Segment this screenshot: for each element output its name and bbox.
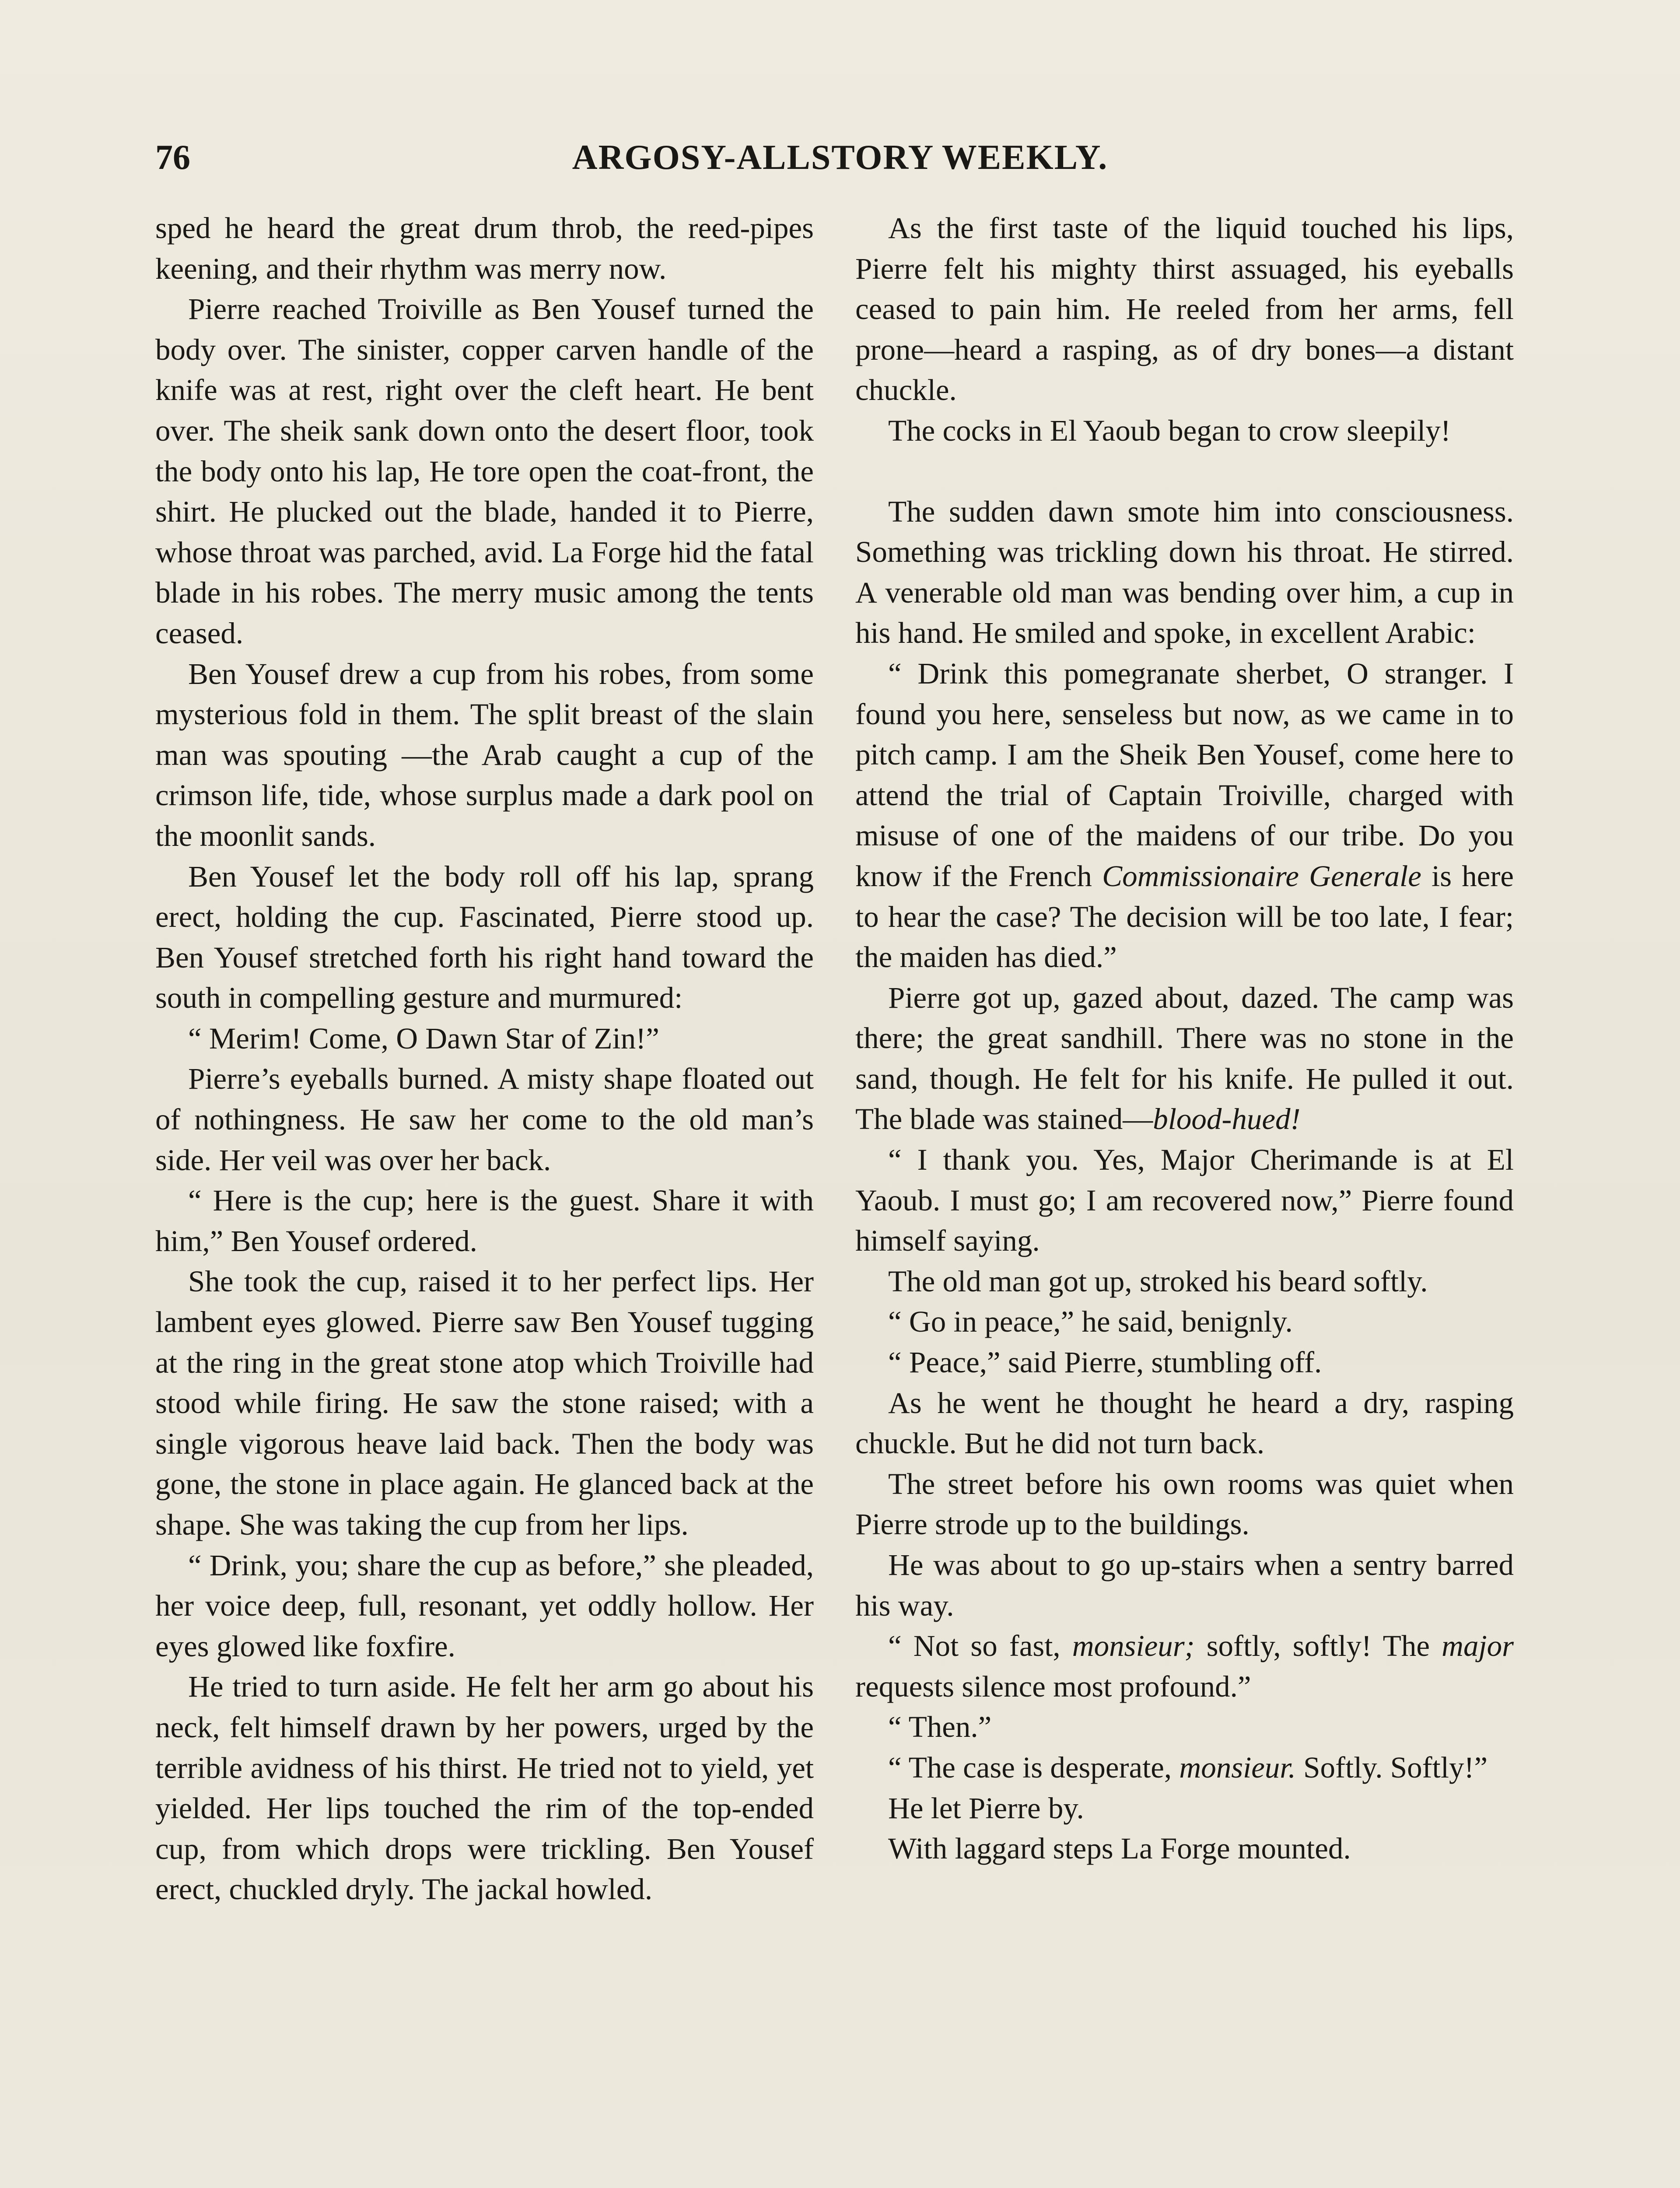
paragraph (855, 978, 1514, 1140)
italic-text: monsieur. (1179, 1750, 1296, 1784)
paragraph-text: softly, softly! The (1194, 1629, 1442, 1663)
paragraph: “ Then.” (888, 1710, 992, 1744)
paragraph: She took the cup, raised it to her perfect lips. Her lambent eyes glowed. Pierre saw Ben Yousef tugging at the ring in the great stone atop which Troiville had stood while firing. He saw the stone raised; with a single vigorous heave laid back. Then the body was gone, the stone in place again. He glanced back at the shape. She was taking the cup from her lips. (155, 1265, 814, 1541)
paragraph: The street before his own rooms was quiet when Pierre strode up to the buildings. (855, 1467, 1514, 1541)
paragraph: With laggard steps La Forge mounted. (888, 1832, 1351, 1865)
italic-text: Commissionaire Generale (1102, 859, 1421, 893)
paragraph: As the first taste of the liquid touched his lips, Pierre felt his mighty thirst assuaged, his eyeballs ceased to pain him. He reeled from her arms, fell prone—heard a rasping, as of dry bones—a distant chuckle. (855, 211, 1514, 407)
paragraph-text: “ Drink this pomegranate sherbet, O stranger. I found you here, senseless but now, as we came in to pitch camp. I am the Sheik Ben Yousef, come here to attend the trial of Captain Troiville, charged with misuse of one of the maidens of our tribe. Do you know if the French (855, 656, 1514, 893)
paragraph: The cocks in El Yaoub began to crow sleepily! (888, 414, 1451, 447)
paragraph: The sudden dawn smote him into consciousness. Something was trickling down his throat. He stirred. A venerable old man was bending over him, a cup in his hand. He smiled and spoke, in excellent Arabic: (855, 494, 1514, 650)
paragraph-text: requests silence most profound.” (855, 1669, 1251, 1703)
italic-text: monsieur; (1072, 1629, 1195, 1663)
paragraph: He let Pierre by. (888, 1791, 1084, 1825)
paragraph: “ Here is the cup; here is the guest. Share it with him,” Ben Yousef ordered. (155, 1184, 814, 1258)
paragraph-text: Pierre got up, gazed about, dazed. The camp was there; the great sandhill. There was no stone in the sand, though. He felt for his knife. He pulled it out. The blade was stained— (855, 981, 1514, 1136)
paragraph: sped he heard the great drum throb, the reed-pipes keening, and their rhythm was merry now. (155, 211, 814, 285)
paragraph: Pierre reached Troiville as Ben Yousef turned the body over. The sinister, copper carven handle of the knife was at rest, right over the cleft heart. He bent over. The sheik sank down onto the desert floor, took the body onto his lap, He tore open the coat-front, the shirt. He plucked out the blade, handed it to Pierre, whose throat was parched, avid. La Forge hid the fatal blade in his robes. The merry music among the tents ceased. (155, 292, 814, 650)
paragraph: Ben Yousef let the body roll off his lap, sprang erect, holding the cup. Fascinated, Pierre stood up. Ben Yousef stretched forth his right hand toward the south in compelling gesture and murmured: (155, 859, 814, 1015)
paragraph: He tried to turn aside. He felt her arm go about his neck, felt himself drawn by her powers, urged by the terrible avidness of his thirst. He tried not to yield, yet yielded. Her lips touched the rim of the top-ended cup, from which drops were trickling. Ben Yousef erect, chuckled dryly. The jackal howled. (155, 1670, 814, 1906)
paragraph-text: is here to hear the case? The decision will be too late, I fear; the maiden has died.” (855, 859, 1514, 974)
left-column (155, 208, 814, 1910)
paragraph-text: “ The case is desperate, (888, 1750, 1180, 1784)
paragraph: Pierre’s eyeballs burned. A misty shape floated out of nothingness. He saw her come to the old man’s side. Her veil was over her back. (155, 1062, 814, 1177)
page-number: 76 (155, 138, 190, 177)
paragraph: “ Drink, you; share the cup as before,” she pleaded, her voice deep, full, resonant, yet oddly hollow. Her eyes glowed like foxfire. (155, 1548, 814, 1663)
paragraph: “ Peace,” said Pierre, stumbling off. (888, 1346, 1322, 1379)
paragraph: He was about to go up-stairs when a sentry barred his way. (855, 1548, 1514, 1622)
right-column (855, 208, 1514, 1869)
paragraph (855, 653, 1514, 978)
paragraph: “ I thank you. Yes, Major Cherimande is at El Yaoub. I must go; I am recovered now,” Pierre found himself saying. (855, 1143, 1514, 1258)
paragraph (855, 1747, 1514, 1788)
italic-text: major (1442, 1629, 1514, 1663)
paragraph: The old man got up, stroked his beard softly. (888, 1264, 1428, 1298)
paragraph: Ben Yousef drew a cup from his robes, from some mysterious fold in them. The split breast of the slain man was spouting —the Arab caught a cup of the crimson life, tide, whose surplus made a dark pool on the moonlit sands. (155, 657, 814, 852)
paragraph: “ Merim! Come, O Dawn Star of Zin!” (188, 1021, 659, 1055)
paragraph: “ Go in peace,” he said, benignly. (888, 1305, 1293, 1339)
paragraph-text: Softly. Softly!” (1295, 1750, 1488, 1784)
paragraph: As he went he thought he heard a dry, rasping chuckle. But he did not turn back. (855, 1386, 1514, 1460)
paragraph-text: “ Not so fast, (888, 1629, 1072, 1663)
italic-text: blood-hued! (1153, 1102, 1301, 1136)
running-head: ARGOSY-ALLSTORY WEEKLY. (572, 138, 1108, 177)
paragraph (855, 1626, 1514, 1707)
page-header (155, 131, 1525, 184)
